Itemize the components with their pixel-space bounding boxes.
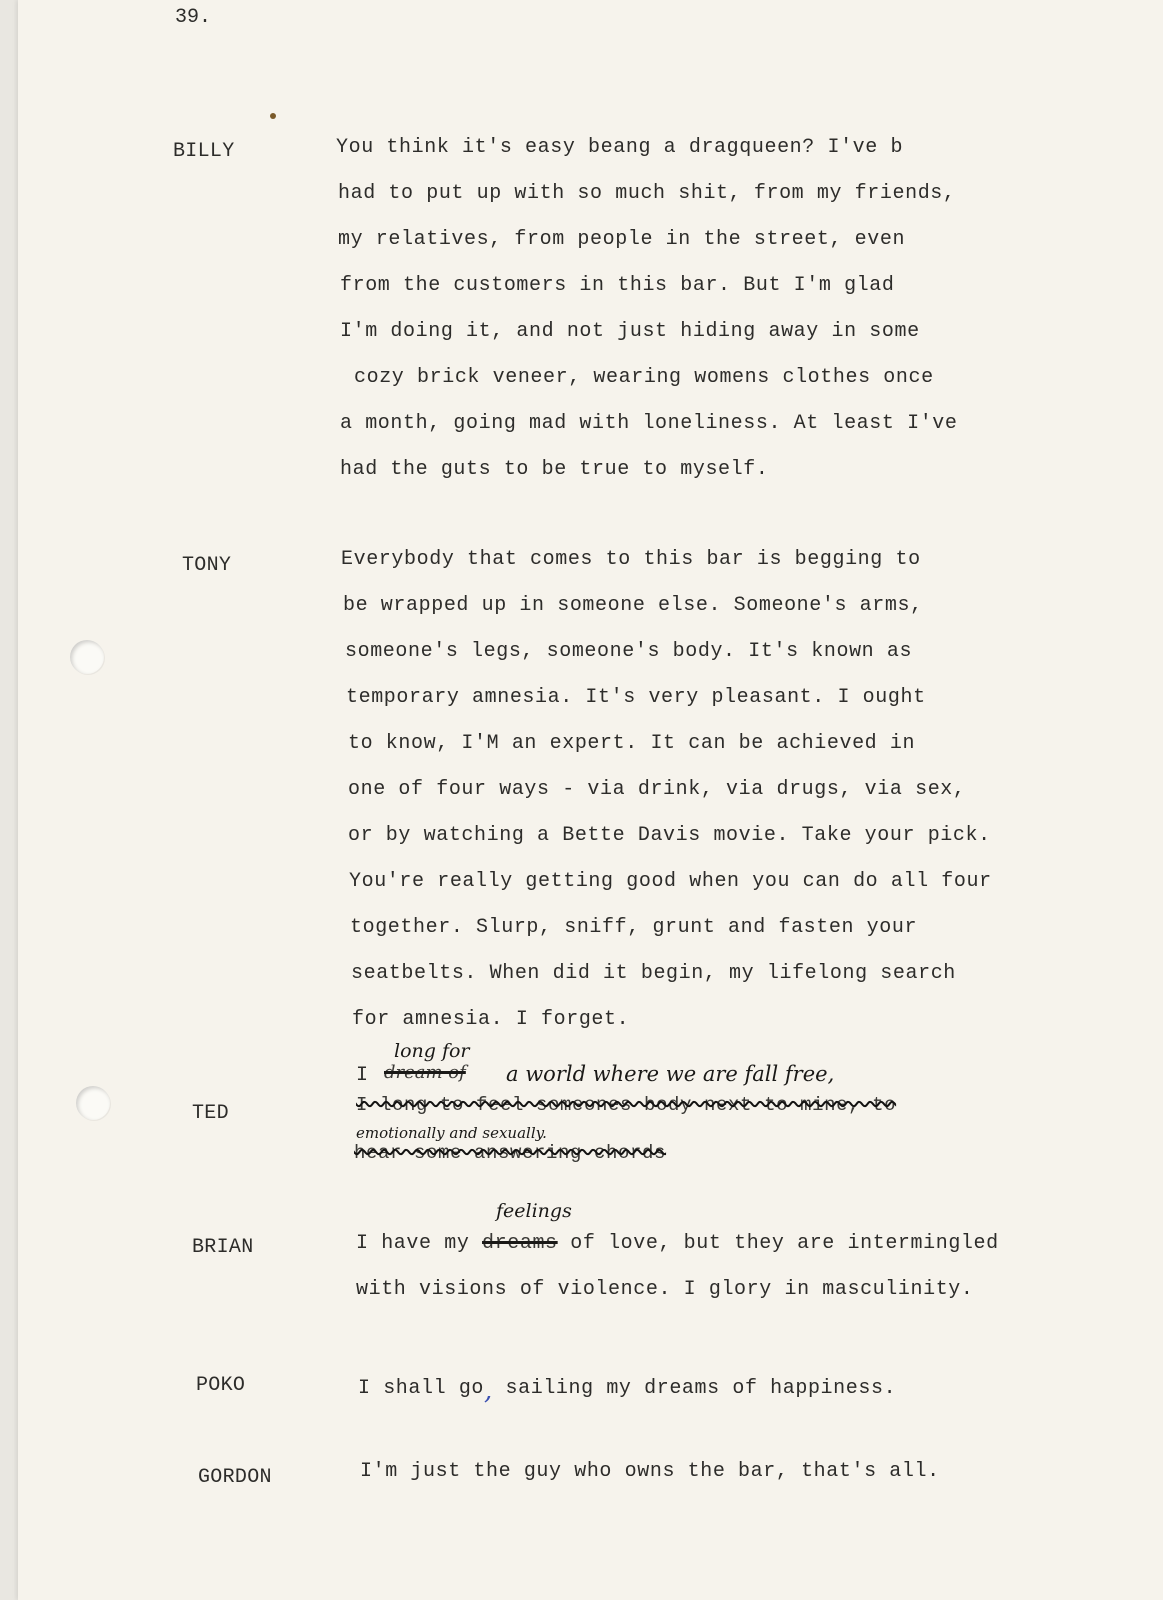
punch-hole-top [70,640,104,674]
billy-line: my relatives, from people in the street, even [338,228,906,251]
poko-inserted-comma: , [484,1376,493,1406]
brian-text-before: I have my [356,1232,470,1255]
speaker-billy: BILLY [173,140,235,163]
ted-line-i: I [356,1064,369,1087]
script-page [18,0,1163,1600]
tony-line: be wrapped up in someone else. Someone's arms, [343,594,923,617]
page-number: 39. [175,6,212,29]
tony-line: temporary amnesia. It's very pleasant. I ought [346,686,926,709]
billy-line: had the guts to be true to myself. [340,458,769,481]
ink-spot [270,113,276,119]
tony-line: together. Slurp, sniff, grunt and fasten your [350,916,918,939]
billy-line: had to put up with so much shit, from my friends, [338,182,956,205]
poko-text-before: I shall go [358,1377,485,1400]
billy-line: from the customers in this bar. But I'm glad [340,274,895,297]
brian-text-after: of love, but they are intermingled [570,1232,999,1255]
brian-line [356,1232,999,1255]
tony-line: Everybody that comes to this bar is begging to [341,548,921,571]
ted-struck-line: I long to feel someones body next to mine, to [356,1094,897,1116]
tony-line: You're really getting good when you can do all four [349,870,992,893]
billy-line: a month, going mad with loneliness. At least I've [340,412,958,435]
punch-hole-bottom [76,1086,110,1120]
poko-line [358,1370,897,1406]
poko-text-after: sailing my dreams of happiness. [492,1377,897,1400]
speaker-poko: POKO [196,1374,246,1397]
brian-insertion-above: feelings [496,1200,572,1222]
billy-line: I'm doing it, and not just hiding away in some [340,320,920,343]
tony-line: someone's legs, someone's body. It's known as [345,640,913,663]
ted-insertion-above: long for [394,1040,470,1062]
ted-struck-line: hear some answering chords [354,1142,667,1164]
ted-handwritten-line: emotionally and sexually. [356,1124,547,1142]
billy-line: You think it's easy beang a dragqueen? I've b [336,136,904,159]
ted-handwritten-line: a world where we are fall free, [506,1062,835,1086]
brian-line: with visions of violence. I glory in masculinity. [356,1278,974,1301]
speaker-gordon: GORDON [198,1466,272,1489]
tony-line: one of four ways - via drink, via drugs, via sex, [348,778,966,801]
ted-struck-words: dream of [384,1062,466,1083]
tony-line: or by watching a Bette Davis movie. Take your pick. [348,824,991,847]
speaker-tony: TONY [182,554,232,577]
gordon-line: I'm just the guy who owns the bar, that's all. [360,1460,940,1483]
brian-struck-word: dreams [482,1232,558,1255]
billy-line: cozy brick veneer, wearing womens clothes once [354,366,934,389]
speaker-ted: TED [192,1102,229,1125]
tony-line: for amnesia. I forget. [352,1008,630,1031]
speaker-brian: BRIAN [192,1236,254,1259]
tony-line: seatbelts. When did it begin, my lifelong search [351,962,956,985]
tony-line: to know, I'M an expert. It can be achieved in [348,732,916,755]
